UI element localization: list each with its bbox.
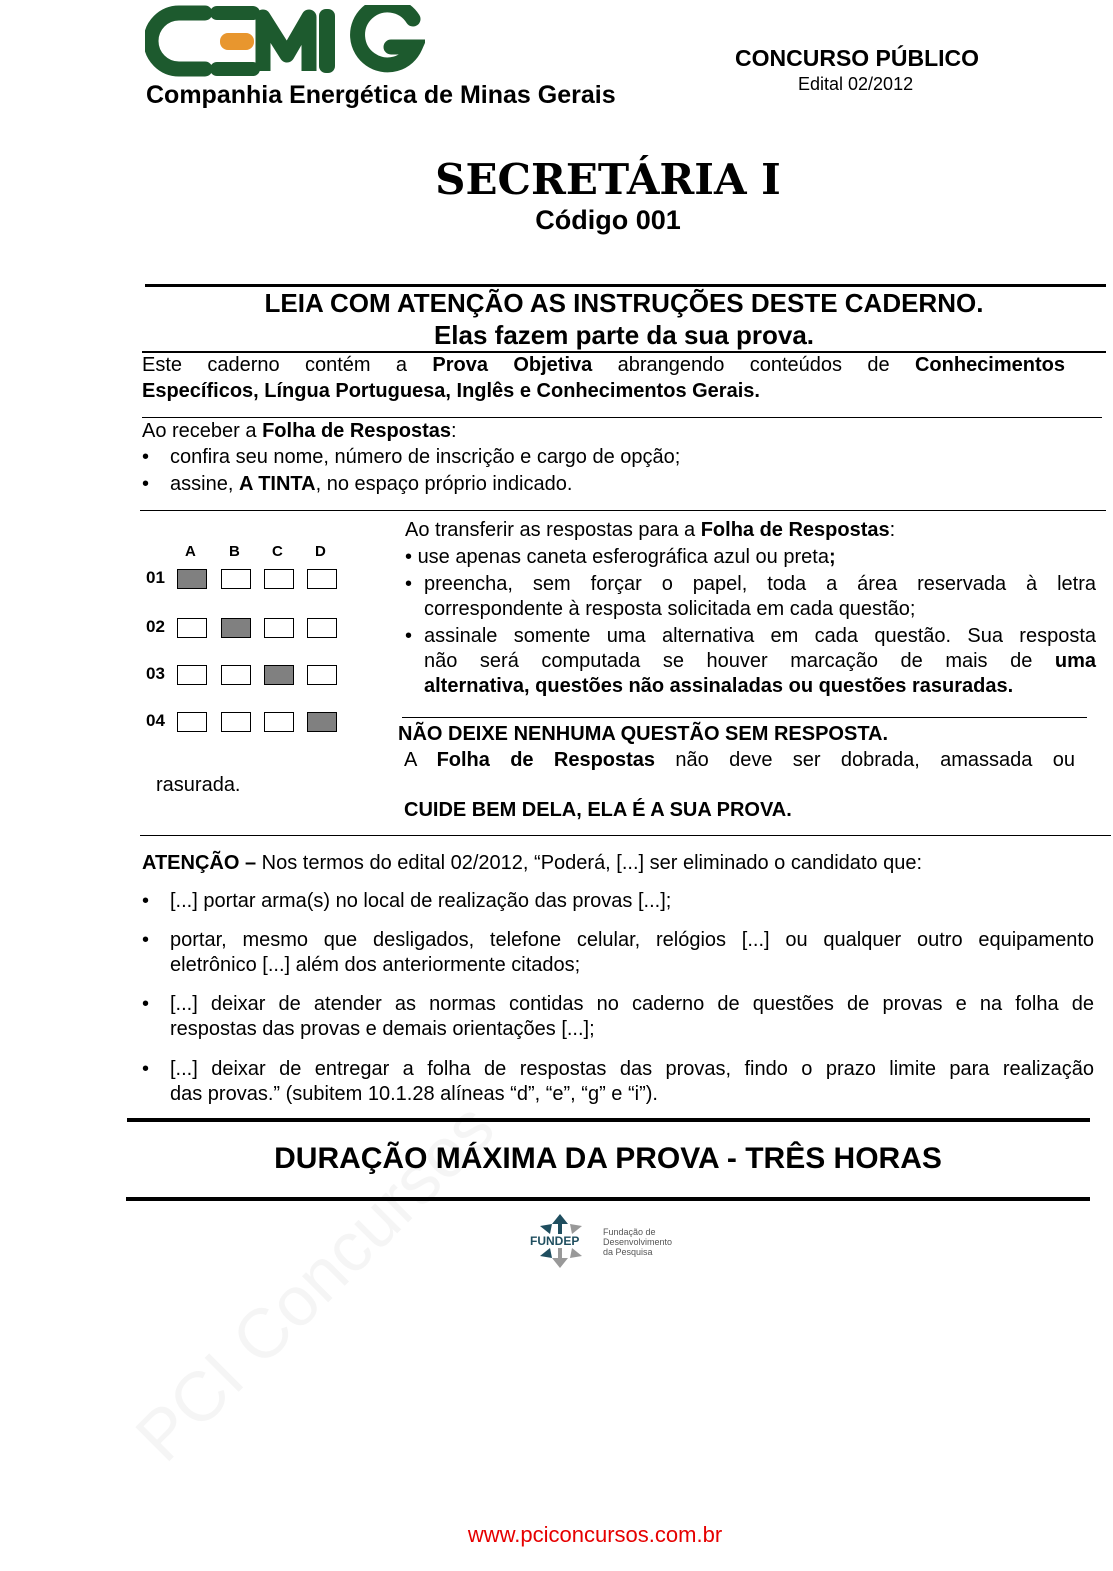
notice-line1: LEIA COM ATENÇÃO AS INSTRUÇÕES DESTE CADERNO. <box>264 288 984 318</box>
divider <box>126 1197 1090 1201</box>
transfer-item-3-line3: alternativa, questões não assinaladas ou questões rasuradas. <box>424 675 1014 697</box>
answer-bubble <box>307 665 337 685</box>
answer-bubble <box>264 569 294 589</box>
attention-item-line1: [...] deixar de entregar a folha de respostas das provas, findo o prazo limite para realização <box>170 1058 1094 1080</box>
transfer-item-3-line2: não será computada se houver marcação de mais de uma <box>424 650 1096 672</box>
intro-line1: Este caderno contém a Prova Objetiva abrangendo conteúdos de Conhecimentos <box>142 354 1065 376</box>
bullet: • <box>142 1058 150 1080</box>
divider <box>142 417 1102 418</box>
attention-lead: ATENÇÃO – Nos termos do edital 02/2012, “Poderá, [...] ser eliminado o candidato que: <box>142 852 923 874</box>
divider <box>145 284 1106 287</box>
receive-lead: Ao receber a Folha de Respostas: <box>142 420 457 442</box>
divider <box>127 1118 1090 1122</box>
bullet: • <box>405 625 413 647</box>
grid-letter: A <box>185 543 196 560</box>
transfer-item-2-line2: correspondente à resposta solicitada em cada questão; <box>424 598 916 620</box>
attention-item-line1: [...] deixar de atender as normas contidas no caderno de questões de provas e na folha de <box>170 993 1094 1015</box>
attention-item-line1: [...] portar arma(s) no local de realização das provas [...]; <box>170 890 672 912</box>
answer-bubble-filled <box>307 712 337 732</box>
fundep-name: FUNDEP <box>530 1234 580 1248</box>
transfer-item-3-line1: assinale somente uma alternativa em cada questão. Sua resposta <box>424 625 1096 647</box>
grid-row-number: 02 <box>146 617 165 636</box>
answer-bubble <box>221 712 251 732</box>
answer-bubble <box>177 665 207 685</box>
intro-line2: Específicos, Língua Portuguesa, Inglês e Conhecimentos Gerais. <box>142 380 760 402</box>
answer-bubble <box>177 712 207 732</box>
transfer-item-1: • use apenas caneta esferográfica azul ou preta; <box>405 546 836 568</box>
receive-item-1: confira seu nome, número de inscrição e cargo de opção; <box>170 446 681 468</box>
role-code: Código 001 <box>535 205 681 235</box>
attention-item-line2: respostas das provas e demais orientações [...]; <box>170 1018 595 1040</box>
divider <box>142 351 1106 353</box>
answer-bubble <box>221 569 251 589</box>
answer-bubble-filled <box>264 665 294 685</box>
sheet-care-text: A Folha de Respostas não deve ser dobrada, amassada ou <box>404 749 1075 771</box>
fundep-tagline-1: Fundação de <box>603 1227 656 1237</box>
duration-title: DURAÇÃO MÁXIMA DA PROVA - TRÊS HORAS <box>274 1142 942 1175</box>
bullet: • <box>142 929 150 951</box>
grid-row-number: 03 <box>146 664 165 683</box>
attention-item-line2: das provas.” (subitem 10.1.28 alíneas “d”, “e”, “g” e “i”). <box>170 1083 658 1105</box>
role-title: SECRETÁRIA I <box>435 155 781 204</box>
divider <box>140 510 1106 511</box>
contest-label: CONCURSO PÚBLICO <box>735 45 980 71</box>
care-warning: CUIDE BEM DELA, ELA É A SUA PROVA. <box>404 799 792 821</box>
company-name: Companhia Energética de Minas Gerais <box>146 81 616 109</box>
grid-letter: B <box>229 543 240 560</box>
notice-line2: Elas fazem parte da sua prova. <box>433 320 815 350</box>
grid-letter: C <box>272 543 283 560</box>
fundep-tagline-2: Desenvolvimento <box>603 1237 673 1247</box>
grid-row-number: 04 <box>146 711 165 730</box>
answer-bubble <box>264 618 294 638</box>
transfer-lead: Ao transferir as respostas para a Folha de Respostas: <box>405 519 896 541</box>
answer-bubble <box>307 569 337 589</box>
grid-letter: D <box>315 543 326 560</box>
answer-bubble <box>307 618 337 638</box>
answer-bubble <box>264 712 294 732</box>
bullet: • <box>405 573 413 595</box>
rasurada-text: rasurada. <box>156 774 241 796</box>
receive-item-2: assine, A TINTA, no espaço próprio indicado. <box>170 473 573 495</box>
attention-item-line2: eletrônico [...] além dos anteriormente citados; <box>170 954 581 976</box>
divider <box>140 835 1111 836</box>
bullet: • <box>142 890 150 912</box>
grid-row-number: 01 <box>146 568 165 587</box>
footer-url[interactable]: www.pciconcursos.com.br <box>467 1522 723 1547</box>
fundep-tagline-3: da Pesquisa <box>603 1247 653 1257</box>
transfer-item-2-line1: preencha, sem forçar o papel, toda a área reservada à letra <box>424 573 1096 595</box>
bullet: • <box>142 993 150 1015</box>
cemig-logo <box>145 5 425 77</box>
answer-bubble-filled <box>177 569 207 589</box>
bullet: • <box>142 446 150 468</box>
no-blank-warning: NÃO DEIXE NENHUMA QUESTÃO SEM RESPOSTA. <box>398 723 889 745</box>
answer-bubble <box>221 665 251 685</box>
answer-bubble <box>177 618 207 638</box>
answer-bubble-filled <box>221 618 251 638</box>
bullet: • <box>142 473 150 495</box>
edital-label: Edital 02/2012 <box>798 74 914 94</box>
divider <box>402 717 1087 718</box>
attention-item-line1: portar, mesmo que desligados, telefone celular, relógios [...] ou qualquer outro equipamento <box>170 929 1094 951</box>
